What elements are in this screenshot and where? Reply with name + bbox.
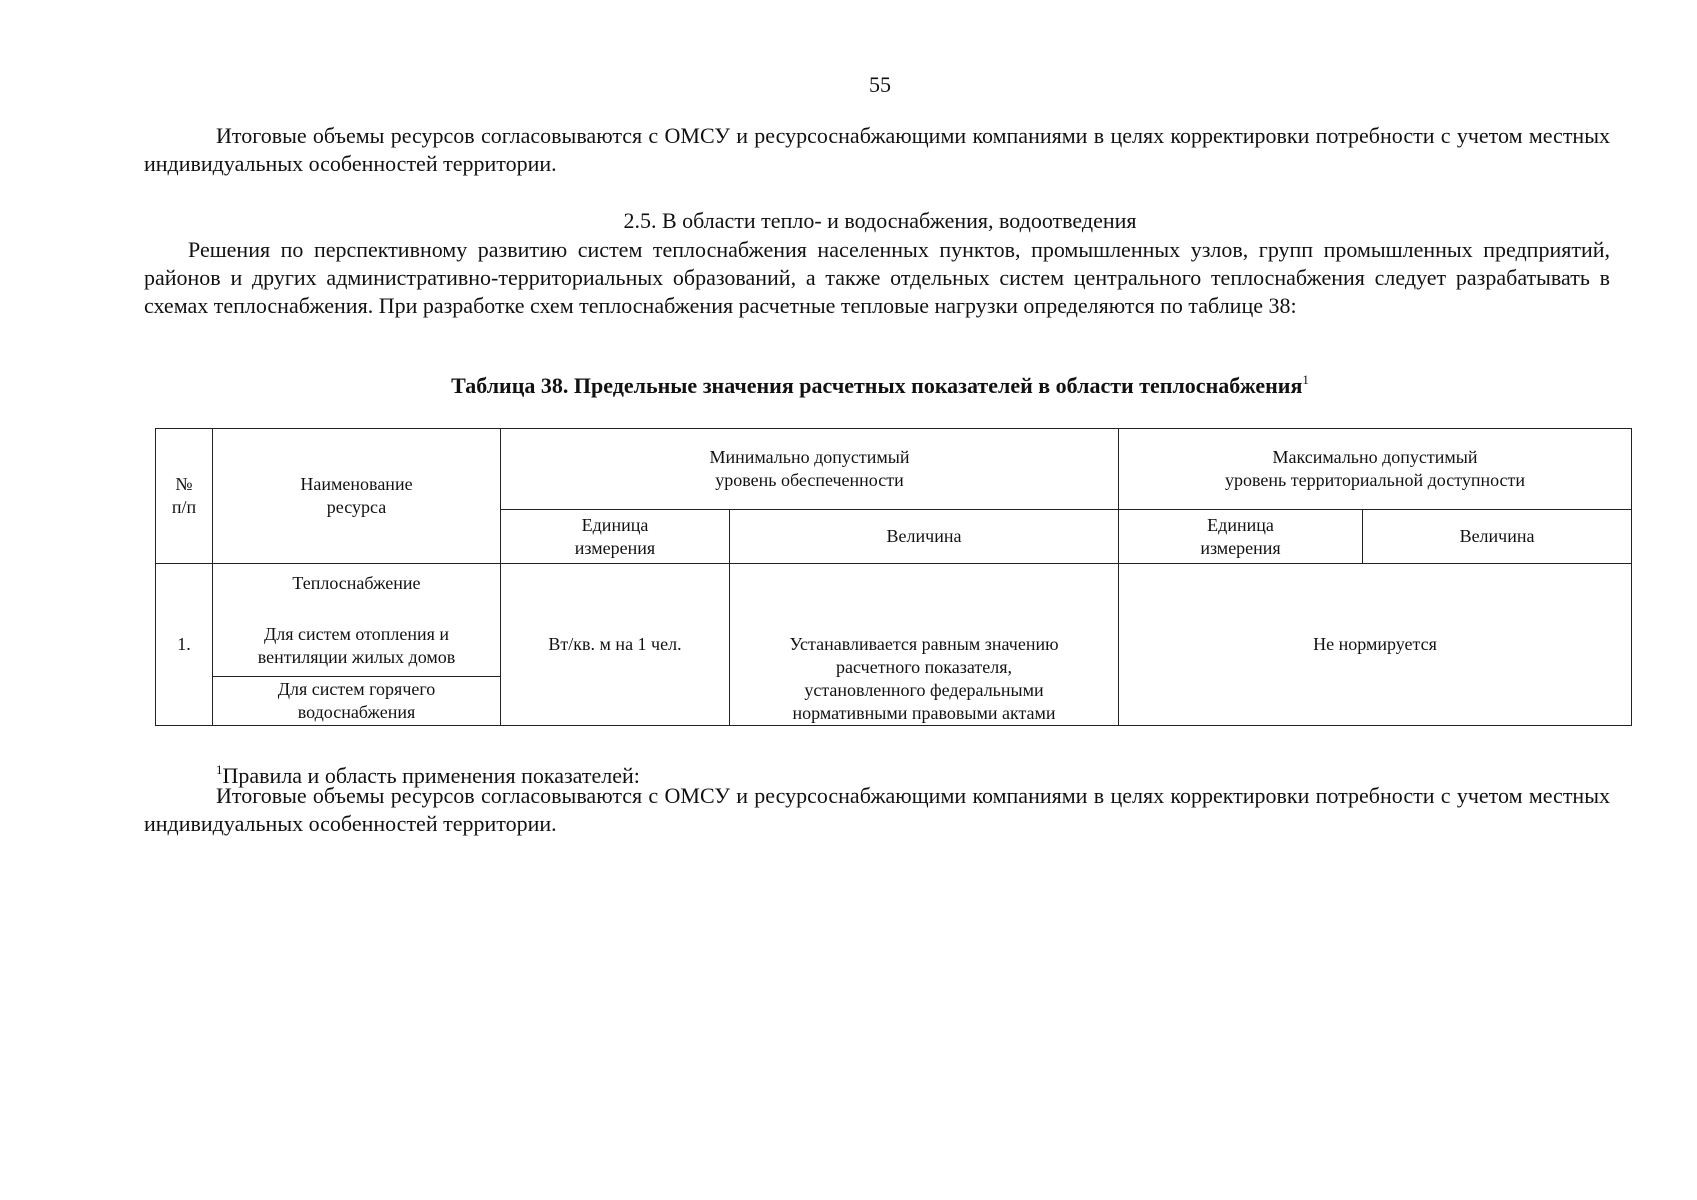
min-value-line4: нормативными правовыми актами [792, 702, 1056, 723]
header-max-unit [1119, 510, 1363, 564]
footnote-paragraph: Итоговые объемы ресурсов согласовываются с ОМСУ и ресурсоснабжающими компаниями в целях корректировки потребности с учетом местных индивидуальных особенностей территории. [144, 783, 1610, 836]
resource-title: Теплоснабжение [292, 572, 421, 593]
header-min-unit [501, 510, 730, 564]
header-max-unit-line2: измерения [1200, 537, 1281, 558]
min-value-text [736, 565, 1112, 725]
row-num: 1. [156, 564, 213, 726]
header-max-value: Величина [1363, 510, 1632, 564]
header-min-line2: уровень обеспеченности [715, 470, 904, 490]
min-value-line3: установленного федеральными [804, 679, 1044, 700]
row-heating-resource [213, 564, 501, 677]
row-hot-water-resource [213, 677, 501, 726]
header-max-line2: уровень территориальной доступности [1225, 470, 1526, 490]
header-num [156, 429, 213, 564]
header-min-unit-line2: измерения [574, 537, 656, 558]
heating-line1: Для систем отопления и [263, 623, 450, 644]
min-value-cell [730, 564, 1119, 726]
header-name-line2: ресурса [326, 497, 387, 517]
header-max-unit-line1: Единица [1207, 514, 1274, 535]
header-min-line1: Минимально допустимый [709, 447, 910, 467]
hot-water-line1: Для систем горячего [277, 679, 436, 699]
table-title-footnote-mark: 1 [1302, 372, 1309, 387]
hot-water-line2: водоснабжения [297, 702, 416, 722]
header-max-line1: Максимально допустимый [1272, 447, 1478, 467]
header-min-value: Величина [730, 510, 1119, 564]
min-value-line2: расчетного показателя, [836, 656, 1012, 677]
section-heading: 2.5. В области тепло- и водоснабжения, водоотведения [623, 208, 1137, 233]
header-num-line2: п/п [171, 497, 197, 517]
table-row [156, 564, 1632, 677]
header-resource-name [213, 429, 501, 564]
min-unit-value: Вт/кв. м на 1 чел. [501, 564, 730, 726]
header-num-line1: № [175, 474, 193, 494]
header-max-group [1119, 429, 1632, 510]
limits-table [155, 428, 1632, 726]
table-title [0, 372, 1697, 399]
min-value-line1: Устанавливается равным значению [789, 633, 1059, 654]
section-body-paragraph: Решения по перспективному развитию систем теплоснабжения населенных пунктов, промышленных узлов, групп промышленных предприятий, районов и других административно-территориальных образований, а также отдельных систем центрального теплоснабжения следует разрабатывать в схемах теплоснабжения. При разработке схем теплоснабжения расчетные тепловые нагрузки определяются по таблице 38: [144, 237, 1610, 318]
table-title-text: Таблица 38. Предельные значения расчетных показателей в области теплоснабжения [451, 373, 1303, 398]
header-min-unit-line1: Единица [581, 514, 649, 535]
page-number: 55 [869, 72, 891, 97]
heating-line2: вентиляции жилых домов [257, 646, 456, 667]
footnote-label-text: Правила и область применения показателей: [222, 763, 640, 788]
intro-paragraph: Итоговые объемы ресурсов согласовываются с ОМСУ и ресурсоснабжающими компаниями в целях корректировки потребности с учетом местных индивидуальных особенностей территории. [144, 123, 1610, 176]
header-name-line1: Наименование [300, 474, 413, 494]
header-min-group [501, 429, 1119, 510]
table-header-row [156, 429, 1632, 510]
footnote-mark: 1 [216, 762, 223, 777]
max-value-merged: Не нормируется [1119, 564, 1632, 726]
